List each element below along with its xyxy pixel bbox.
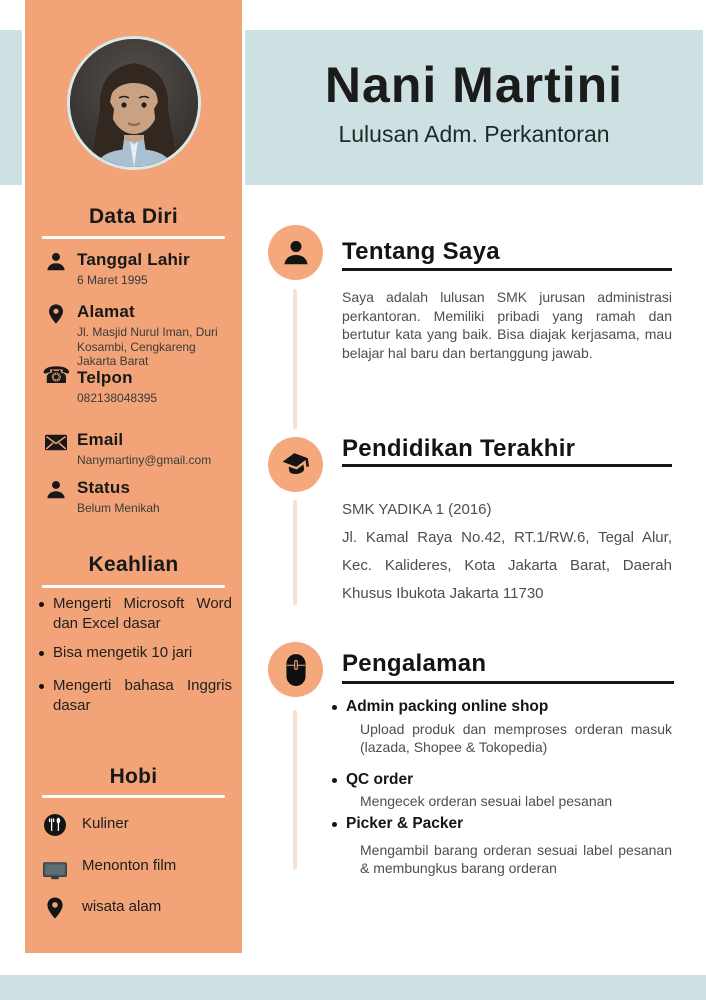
data-item-label: Tanggal Lahir xyxy=(77,250,190,269)
data-item-label: Email xyxy=(77,430,124,449)
bullet-dot xyxy=(39,602,44,607)
experience-item xyxy=(332,815,674,877)
data-diri-title: Data Diri xyxy=(88,205,179,228)
data-item-value: 082138048395 xyxy=(77,391,158,405)
hobi-rule xyxy=(42,795,225,798)
hobby-kuliner xyxy=(25,815,242,832)
skill-text: Bisa mengetik 10 jari xyxy=(53,644,193,661)
pendidikan-address: Jl. Kamal Raya No.42, RT.1/RW.6, Tegal Alur, Kec. Kalideres, Kota Jakarta Barat, Daerah Khusus Ibukota Jakarta 11730 xyxy=(342,529,672,602)
pengalaman-rule xyxy=(342,681,674,684)
sidebar xyxy=(25,0,242,953)
experience-role-text: Picker & Packer xyxy=(346,815,464,832)
skill-item xyxy=(39,643,232,663)
skill-text: Mengerti bahasa Inggris dasar xyxy=(53,677,232,714)
graduation-cap-icon xyxy=(280,449,312,481)
skills-list xyxy=(39,594,232,725)
skill-text: Mengerti Microsoft Word dan Excel dasar xyxy=(53,595,232,632)
pendidikan-title: Pendidikan Terakhir xyxy=(342,435,576,462)
data-item-label: Alamat xyxy=(77,302,135,321)
pendidikan-rule xyxy=(342,464,672,467)
person-icon xyxy=(45,251,67,273)
hobby-label: Menonton film xyxy=(82,857,177,874)
pengalaman-icon-circle xyxy=(268,642,323,697)
person-icon xyxy=(45,479,67,501)
pengalaman-title: Pengalaman xyxy=(342,650,487,677)
experience-role xyxy=(332,698,674,716)
keahlian-title: Keahlian xyxy=(88,553,179,576)
tv-icon xyxy=(43,859,67,883)
pendidikan-school: SMK YADIKA 1 (2016) xyxy=(342,501,492,518)
profile-photo xyxy=(67,36,201,170)
data-item-label: Status xyxy=(77,478,131,497)
experience-role-text: Admin packing online shop xyxy=(346,698,549,715)
data-item-label: Telpon xyxy=(77,368,133,387)
cutlery-icon xyxy=(43,813,67,837)
experience-role-text: QC order xyxy=(346,771,414,788)
hobby-label: Kuliner xyxy=(82,815,129,832)
top-band-left xyxy=(0,30,22,185)
pengalaman-accent-line xyxy=(293,710,297,870)
hobby-menonton-film xyxy=(25,857,242,874)
bullet-dot xyxy=(332,705,337,710)
hobi-title: Hobi xyxy=(109,765,158,788)
experience-item xyxy=(332,771,674,811)
experience-desc: Upload produk dan memproses orderan masuk (lazada, Shopee & Tokopedia) xyxy=(360,721,672,755)
skill-item xyxy=(39,594,232,634)
pendidikan-icon-circle xyxy=(268,437,323,492)
person-icon xyxy=(281,238,311,268)
bullet-dot xyxy=(39,684,44,689)
skill-item xyxy=(39,676,232,716)
pendidikan-accent-line xyxy=(293,500,297,605)
tentang-saya-title: Tentang Saya xyxy=(342,238,500,265)
profile-photo-illustration xyxy=(70,39,198,167)
tentang-saya-accent-line xyxy=(293,289,297,429)
mouse-icon xyxy=(283,653,309,687)
envelope-icon xyxy=(45,434,67,451)
experience-desc: Mengambil barang orderan sesuai label pesanan & membungkus barang orderan xyxy=(360,842,672,876)
telephone-icon: ☎ xyxy=(42,363,71,389)
data-item-value: Belum Menikah xyxy=(77,501,160,515)
footer-band xyxy=(0,975,706,1000)
tentang-saya-rule xyxy=(342,268,672,271)
data-item-alamat xyxy=(25,302,242,369)
data-item-value: Nanymartiny@gmail.com xyxy=(77,453,212,467)
experience-role xyxy=(332,815,674,833)
bullet-dot xyxy=(39,651,44,656)
location-pin-icon xyxy=(45,303,67,325)
bullet-dot xyxy=(332,822,337,827)
hobby-wisata-alam xyxy=(25,898,242,915)
data-item-tanggal-lahir xyxy=(25,250,242,288)
tentang-saya-icon-circle xyxy=(268,225,323,280)
data-item-email xyxy=(25,430,242,468)
tentang-saya-body: Saya adalah lulusan SMK jurusan administrasi perkantoran. Memiliki pribadi yang ramah dan bertutur kata yang baik. Bisa diajak kerjasama, mau belajar hal baru dan bertanggung jawab. xyxy=(342,289,672,361)
data-diri-rule xyxy=(42,236,225,239)
bullet-dot xyxy=(332,778,337,783)
experience-item xyxy=(332,698,674,756)
experience-desc: Mengecek orderan sesuai label pesanan xyxy=(360,793,613,809)
location-pin-icon xyxy=(43,896,67,920)
data-item-status xyxy=(25,478,242,516)
data-item-value: Jl. Masjid Nurul Iman, Duri Kosambi, Cengkareng Jakarta Barat xyxy=(77,325,218,368)
experience-role xyxy=(332,771,674,789)
person-name: Nani Martini xyxy=(324,57,624,113)
person-subtitle: Lulusan Adm. Perkantoran xyxy=(338,121,610,147)
data-item-value: 6 Maret 1995 xyxy=(77,273,148,287)
keahlian-rule xyxy=(42,585,225,588)
data-item-telpon xyxy=(25,363,242,406)
hobby-label: wisata alam xyxy=(82,898,162,915)
